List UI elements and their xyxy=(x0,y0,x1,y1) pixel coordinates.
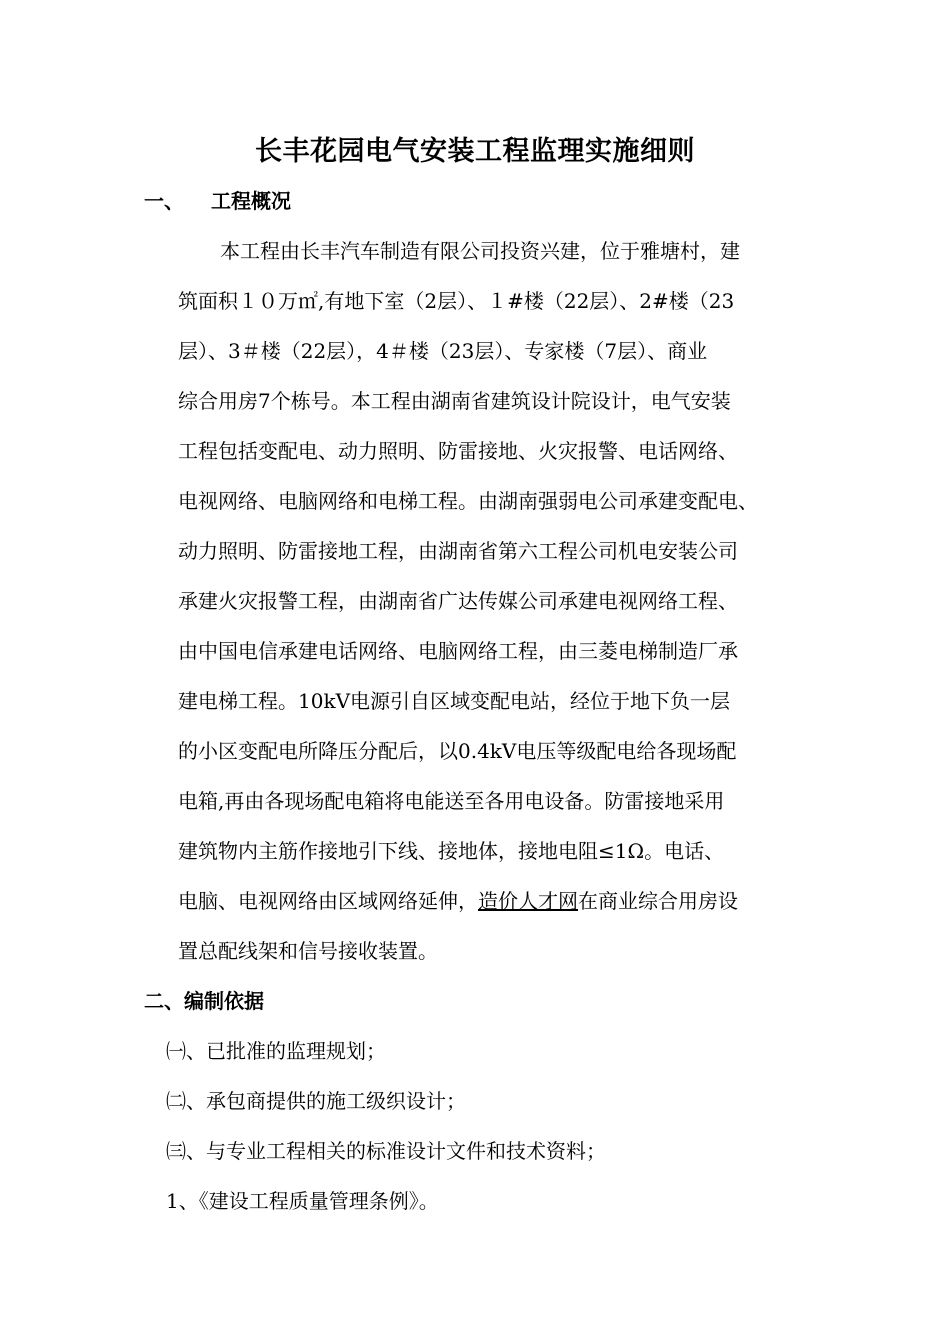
paragraph-line: 工程包括变配电、动力照明、防雷接地、火灾报警、电话网络、 xyxy=(178,439,738,463)
list-item: ㈠、已批准的监理规划； xyxy=(166,1039,386,1063)
list-item: ㈡、承包商提供的施工级织设计； xyxy=(166,1089,466,1113)
document-title: 长丰花园电气安装工程监理实施细则 xyxy=(255,136,695,167)
section-heading-basis: 二、编制依据 xyxy=(144,989,264,1013)
paragraph-line: 电箱,再由各现场配电箱将电能送至各用电设备。防雷接地采用 xyxy=(178,789,725,813)
paragraph-line: 建电梯工程。10kV电源引自区域变配电站，经位于地下负一层 xyxy=(178,689,731,713)
paragraph-line: 电视网络、电脑网络和电梯工程。由湖南强弱电公司承建变配电、 xyxy=(178,489,758,513)
paragraph-line: 筑面积１０万㎡,有地下室（2层）、１#楼（22层）、2#楼（23 xyxy=(178,289,735,313)
section-title: 工程概况 xyxy=(211,189,291,213)
paragraph-line: 动力照明、防雷接地工程，由湖南省第六工程公司机电安装公司 xyxy=(178,539,738,563)
section-heading-overview xyxy=(144,186,291,216)
inline-link[interactable]: 造价人才网 xyxy=(478,889,578,913)
section-number: 一、 xyxy=(144,189,184,213)
text-fragment: 电脑、电视网络由区域网络延伸， xyxy=(178,889,478,913)
paragraph-line: 建筑物内主筋作接地引下线、接地体，接地电阻≤1Ω。电话、 xyxy=(178,839,725,863)
paragraph-line: 的小区变配电所降压分配后，以0.4kV电压等级配电给各现场配 xyxy=(178,739,737,763)
list-item: ㈢、与专业工程相关的标准设计文件和技术资料； xyxy=(166,1139,606,1163)
text-fragment: 在商业综合用房设 xyxy=(578,889,738,913)
paragraph-line: 本工程由长丰汽车制造有限公司投资兴建，位于雅塘村，建 xyxy=(220,239,740,263)
paragraph-line: 置总配线架和信号接收装置。 xyxy=(178,939,438,963)
sub-list-item: 1、《建设工程质量管理条例》。 xyxy=(166,1189,439,1213)
paragraph-line: 综合用房7个栋号。本工程由湖南省建筑设计院设计，电气安装 xyxy=(178,389,731,413)
paragraph-line: 层）、3＃楼（22层），4＃楼（23层）、专家楼（7层）、商业 xyxy=(178,339,708,363)
paragraph-line xyxy=(178,886,738,916)
paragraph-line: 由中国电信承建电话网络、电脑网络工程，由三菱电梯制造厂承 xyxy=(178,639,738,663)
paragraph-line: 承建火灾报警工程，由湖南省广达传媒公司承建电视网络工程、 xyxy=(178,589,738,613)
